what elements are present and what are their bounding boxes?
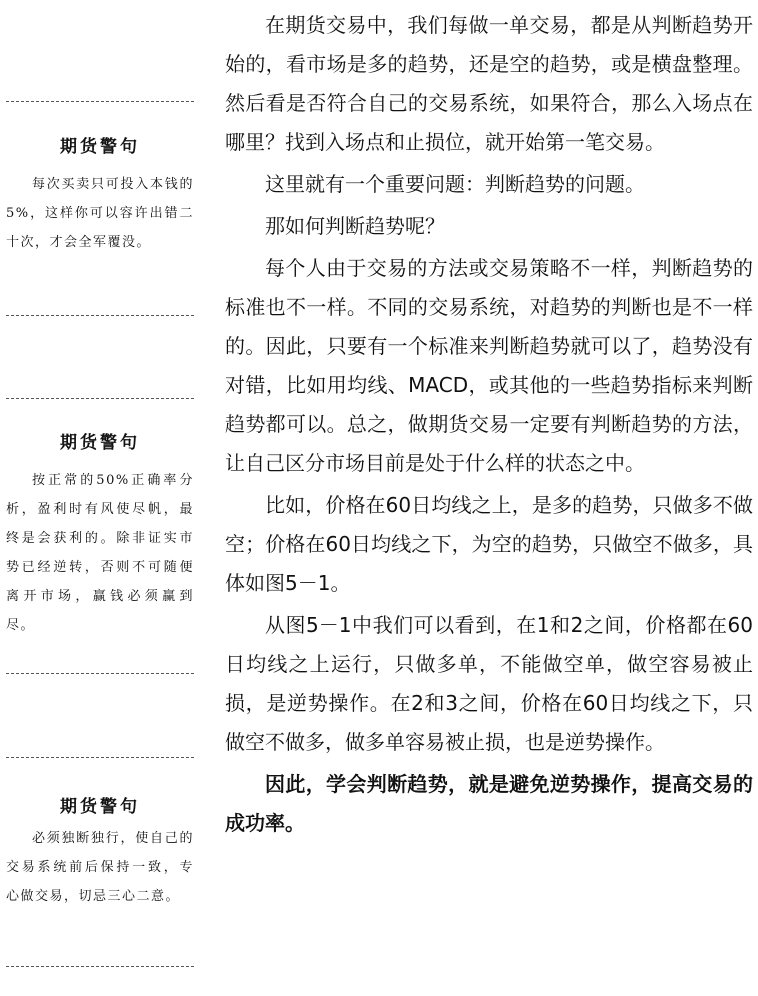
dashed-divider — [6, 315, 194, 316]
quote-text: 必须独断独行，使自己的交易系统前后保持一致，专心做交易，切忌三心二意。 — [6, 831, 194, 904]
sidebar-quotes — [0, 0, 200, 996]
dashed-divider — [6, 101, 194, 102]
quote-title: 期货警句 — [60, 137, 140, 157]
quote-text: 每次买卖只可投入本钱的5%，这样你可以容许出错二十次，才会全军覆没。 — [6, 177, 194, 250]
quote-title: 期货警句 — [60, 797, 140, 817]
quote-text: 按正常的50%正确率分析，盈利时有风使尽帆，最终是会获利的。除非证实市势已经逆转，否则不可随便离开市场，赢钱必须赢到尽。 — [6, 473, 194, 633]
dashed-divider — [6, 398, 194, 399]
dashed-divider — [6, 673, 194, 674]
paragraph: 这里就有一个重要问题：判断趋势的问题。 — [265, 172, 645, 196]
paragraph: 那如何判断趋势呢？ — [265, 214, 445, 238]
paragraph: 每个人由于交易的方法或交易策略不一样，判断趋势的标准也不一样。不同的交易系统，对趋势的判断也是不一样的。因此，只要有一个标准来判断趋势就可以了，趋势没有对错，比如用均线、MACD，或其他的一些趋势指标来判断趋势都可以。总之，做期货交易一定要有判断趋势的方法，让自己区分市场目前是处于什么样的状态之中。 — [225, 256, 753, 475]
quote-title: 期货警句 — [60, 433, 140, 453]
dashed-divider — [6, 757, 194, 758]
paragraph: 从图5－1中我们可以看到，在1和2之间，价格都在60日均线之上运行，只做多单，不能做空单，做空容易被止损，是逆势操作。在2和3之间，价格在60日均线之下，只做空不做多，做多单容易被止损，也是逆势操作。 — [225, 613, 753, 754]
dashed-divider — [6, 966, 194, 967]
conclusion-paragraph: 因此，学会判断趋势，就是避免逆势操作，提高交易的成功率。 — [225, 772, 753, 835]
main-article — [225, 6, 753, 846]
paragraph: 在期货交易中，我们每做一单交易，都是从判断趋势开始的，看市场是多的趋势，还是空的趋势，或是横盘整理。然后看是否符合自己的交易系统，如果符合，那么入场点在哪里？找到入场点和止损位，就开始第一笔交易。 — [225, 13, 753, 154]
paragraph: 比如，价格在60日均线之上，是多的趋势，只做多不做空；价格在60日均线之下，为空的趋势，只做空不做多，具体如图5－1。 — [225, 493, 753, 595]
